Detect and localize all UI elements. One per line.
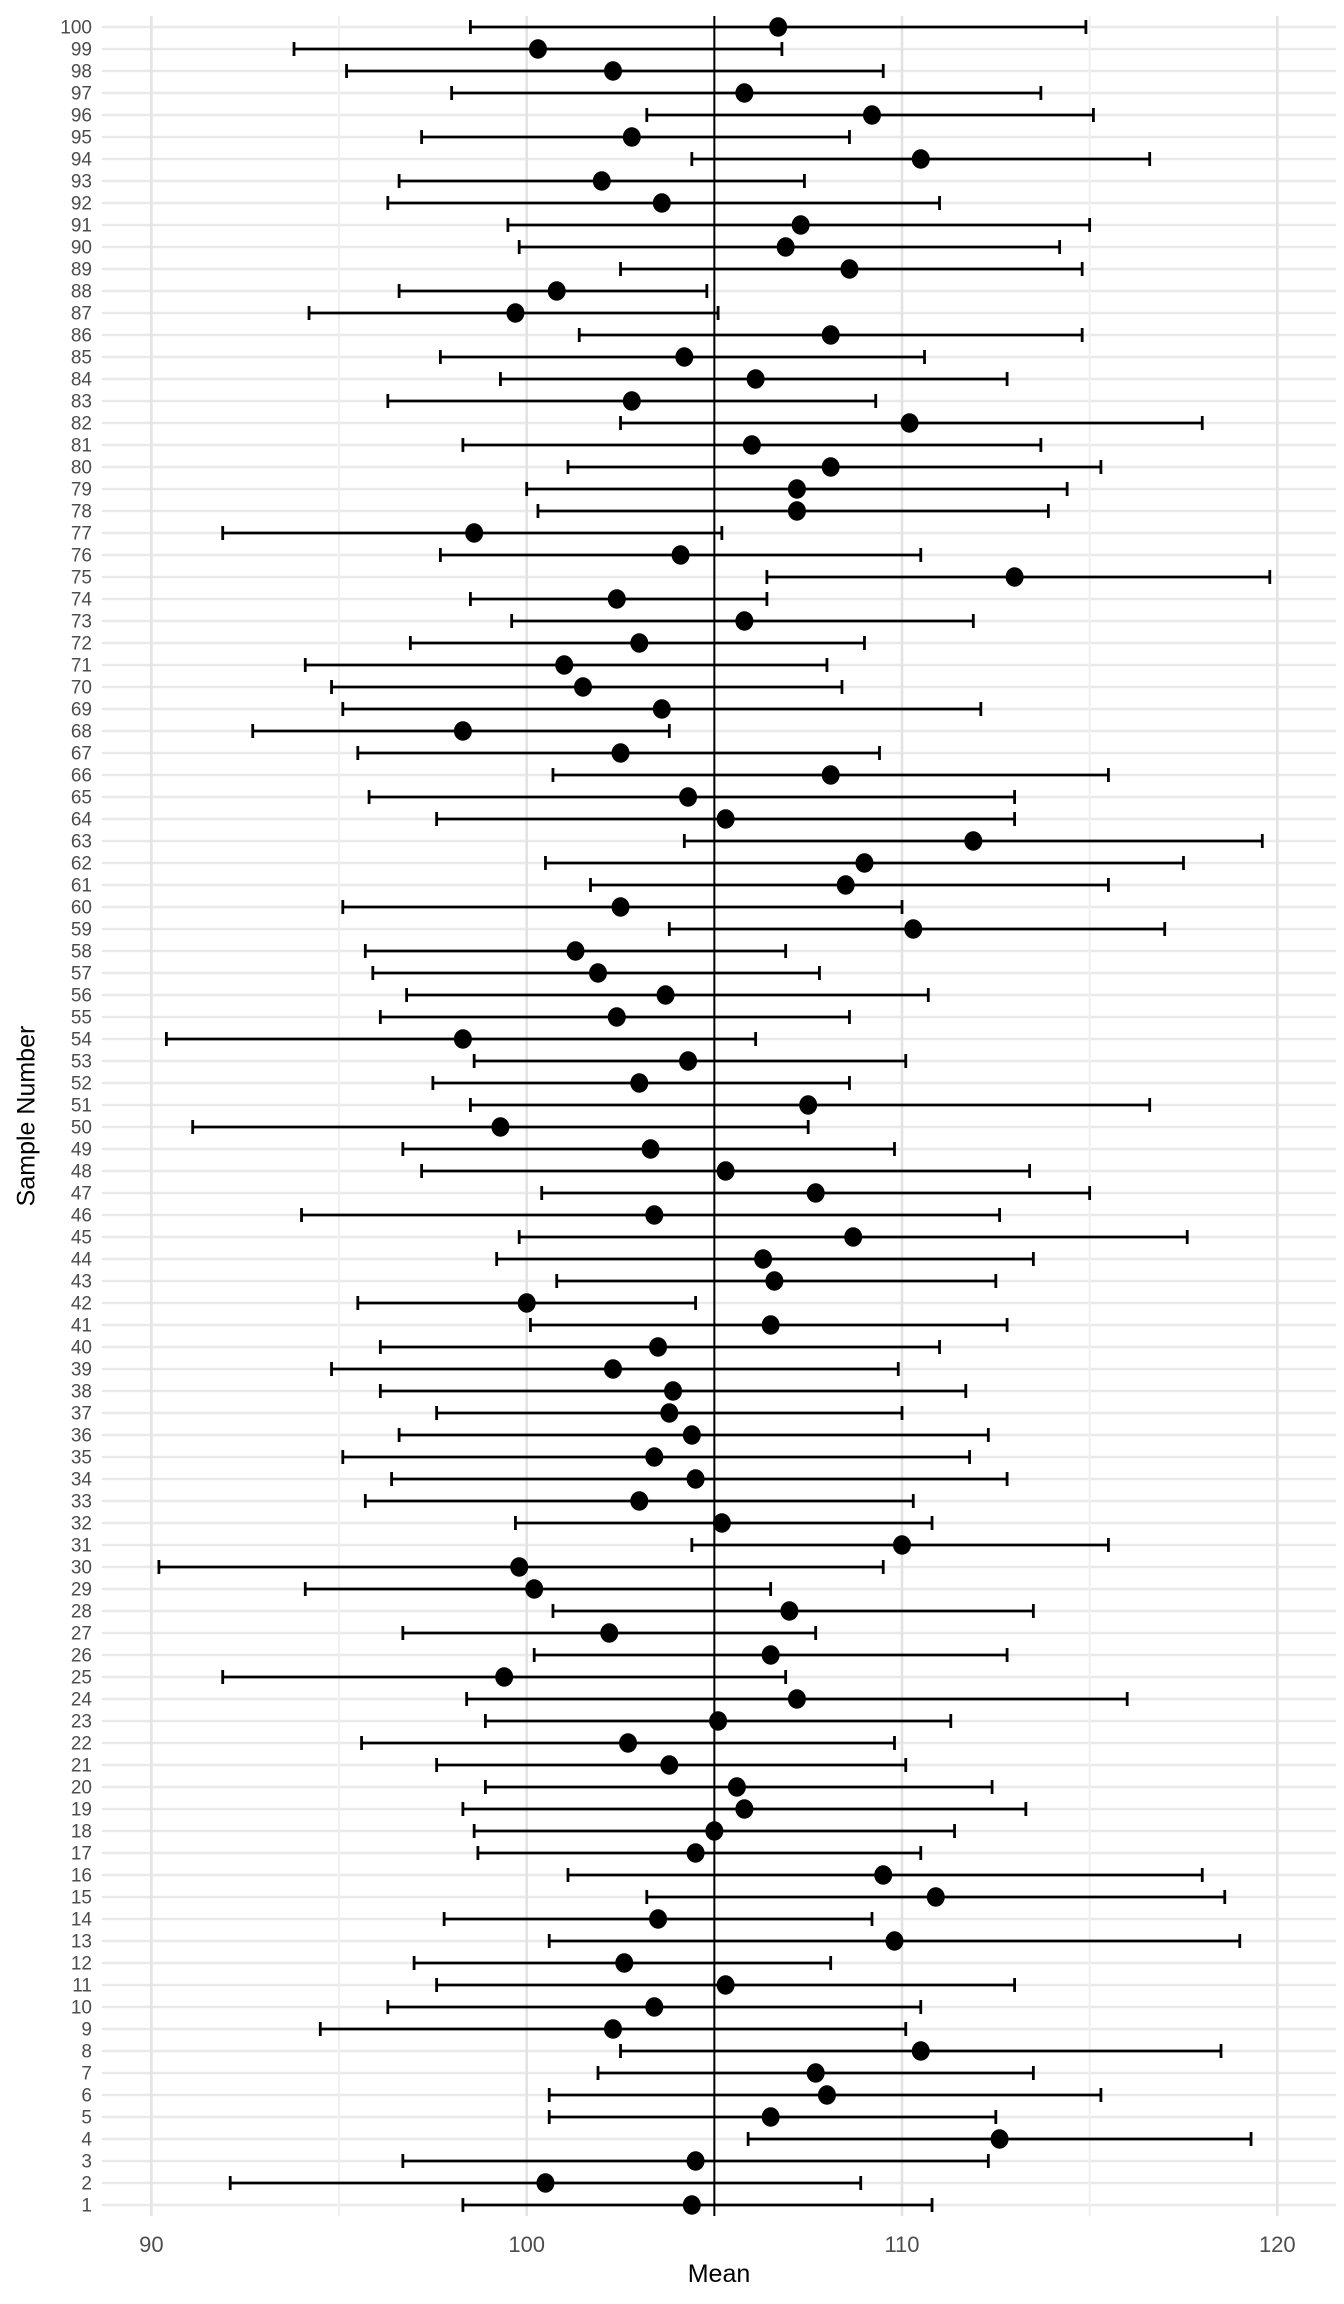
sample-point-91 — [792, 215, 810, 234]
sample-point-30 — [510, 1557, 528, 1576]
sample-point-36 — [683, 1425, 701, 1444]
sample-point-57 — [589, 963, 607, 982]
sample-point-85 — [675, 347, 693, 366]
y-tick-label-48: 48 — [70, 1161, 92, 1183]
sample-point-44 — [754, 1249, 772, 1268]
y-tick-label-56: 56 — [70, 985, 92, 1007]
sample-point-72 — [630, 633, 648, 652]
y-tick-label-34: 34 — [70, 1469, 92, 1491]
sample-point-84 — [747, 369, 765, 388]
y-tick-label-54: 54 — [70, 1029, 92, 1051]
y-tick-label-51: 51 — [70, 1095, 92, 1117]
y-tick-label-89: 89 — [70, 259, 92, 281]
y-tick-label-88: 88 — [70, 281, 92, 303]
sample-point-69 — [653, 699, 671, 718]
y-tick-label-50: 50 — [70, 1117, 92, 1139]
sample-point-25 — [495, 1667, 513, 1686]
y-tick-label-31: 31 — [70, 1535, 92, 1557]
y-tick-label-37: 37 — [70, 1403, 92, 1425]
y-tick-label-82: 82 — [70, 413, 92, 435]
y-tick-label-4: 4 — [81, 2129, 92, 2151]
y-tick-label-21: 21 — [70, 1755, 92, 1777]
sample-point-55 — [608, 1007, 626, 1026]
sample-point-23 — [709, 1711, 727, 1730]
sample-point-88 — [548, 281, 566, 300]
sample-point-75 — [1006, 567, 1024, 586]
y-tick-label-55: 55 — [70, 1007, 92, 1029]
y-tick-label-15: 15 — [70, 1887, 92, 1909]
y-tick-label-3: 3 — [81, 2151, 92, 2173]
sample-point-51 — [799, 1095, 817, 1114]
sample-point-62 — [855, 853, 873, 872]
sample-point-82 — [901, 413, 919, 432]
y-tick-label-11: 11 — [72, 1975, 92, 1997]
sample-point-28 — [780, 1601, 798, 1620]
y-tick-label-28: 28 — [70, 1601, 92, 1623]
sample-point-1 — [683, 2195, 701, 2214]
sample-point-26 — [762, 1645, 780, 1664]
y-tick-label-7: 7 — [81, 2063, 92, 2085]
sample-point-83 — [623, 391, 641, 410]
y-tick-label-13: 13 — [70, 1931, 92, 1953]
y-tick-label-98: 98 — [70, 61, 92, 83]
y-tick-label-33: 33 — [70, 1491, 92, 1513]
y-tick-label-94: 94 — [70, 149, 92, 171]
sample-point-34 — [687, 1469, 705, 1488]
sample-point-9 — [604, 2019, 622, 2038]
sample-point-15 — [927, 1887, 945, 1906]
y-tick-label-67: 67 — [70, 743, 92, 765]
y-tick-label-79: 79 — [70, 479, 92, 501]
sample-point-71 — [555, 655, 573, 674]
sample-point-4 — [991, 2129, 1009, 2148]
sample-point-49 — [642, 1139, 660, 1158]
sample-point-86 — [822, 325, 840, 344]
sample-point-35 — [645, 1447, 663, 1466]
y-tick-label-43: 43 — [70, 1271, 92, 1293]
y-tick-label-52: 52 — [70, 1073, 92, 1095]
sample-point-65 — [679, 787, 697, 806]
y-tick-label-90: 90 — [70, 237, 92, 259]
y-tick-label-38: 38 — [70, 1381, 92, 1403]
y-tick-label-1: 1 — [81, 2195, 92, 2217]
y-tick-label-63: 63 — [70, 831, 92, 853]
y-tick-label-91: 91 — [70, 215, 92, 237]
sample-point-68 — [454, 721, 472, 740]
sample-point-79 — [788, 479, 806, 498]
y-tick-label-18: 18 — [70, 1821, 92, 1843]
y-tick-label-40: 40 — [70, 1337, 92, 1359]
y-tick-label-74: 74 — [70, 589, 92, 611]
sample-point-97 — [735, 83, 753, 102]
y-tick-label-27: 27 — [70, 1623, 92, 1645]
y-tick-label-41: 41 — [70, 1315, 92, 1337]
sample-point-59 — [904, 919, 922, 938]
y-tick-label-85: 85 — [70, 347, 92, 369]
sample-point-93 — [593, 171, 611, 190]
y-tick-label-25: 25 — [70, 1667, 92, 1689]
sample-point-50 — [491, 1117, 509, 1136]
sample-point-33 — [630, 1491, 648, 1510]
y-tick-label-81: 81 — [70, 435, 92, 457]
y-tick-label-71: 71 — [70, 655, 92, 677]
y-tick-label-70: 70 — [70, 677, 92, 699]
y-tick-label-57: 57 — [70, 963, 92, 985]
sample-point-54 — [454, 1029, 472, 1048]
sample-point-99 — [529, 39, 547, 58]
y-tick-label-10: 10 — [70, 1997, 92, 2019]
y-tick-label-86: 86 — [70, 325, 92, 347]
y-tick-label-39: 39 — [70, 1359, 92, 1381]
sample-point-70 — [574, 677, 592, 696]
sample-point-8 — [912, 2041, 930, 2060]
y-tick-label-16: 16 — [70, 1865, 92, 1887]
sample-point-38 — [664, 1381, 682, 1400]
sample-point-89 — [840, 259, 858, 278]
y-tick-label-83: 83 — [70, 391, 92, 413]
sample-point-87 — [506, 303, 524, 322]
y-tick-label-30: 30 — [70, 1557, 92, 1579]
y-tick-label-65: 65 — [70, 787, 92, 809]
sample-point-42 — [518, 1293, 536, 1312]
sample-point-48 — [717, 1161, 735, 1180]
sample-point-73 — [735, 611, 753, 630]
y-tick-label-32: 32 — [70, 1513, 92, 1535]
x-tick-label-120: 120 — [1258, 2232, 1296, 2257]
y-tick-label-14: 14 — [70, 1909, 92, 1931]
sample-point-78 — [788, 501, 806, 520]
y-tick-label-87: 87 — [70, 303, 92, 325]
sample-point-2 — [536, 2173, 554, 2192]
sample-point-27 — [600, 1623, 618, 1642]
x-tick-label-110: 110 — [884, 2232, 920, 2257]
sample-point-77 — [465, 523, 483, 542]
y-tick-label-95: 95 — [70, 127, 92, 149]
sample-point-64 — [717, 809, 735, 828]
sample-point-16 — [874, 1865, 892, 1884]
sample-point-3 — [687, 2151, 705, 2170]
y-tick-label-29: 29 — [70, 1579, 92, 1601]
sample-point-95 — [623, 127, 641, 146]
sample-point-21 — [660, 1755, 678, 1774]
sample-point-41 — [762, 1315, 780, 1334]
y-tick-label-72: 72 — [70, 633, 92, 655]
sample-point-74 — [608, 589, 626, 608]
sample-point-12 — [615, 1953, 633, 1972]
sample-point-63 — [964, 831, 982, 850]
sample-point-19 — [735, 1799, 753, 1818]
y-tick-label-53: 53 — [70, 1051, 92, 1073]
sample-point-43 — [765, 1271, 783, 1290]
sample-point-98 — [604, 61, 622, 80]
y-tick-label-17: 17 — [70, 1843, 92, 1865]
y-tick-label-75: 75 — [70, 567, 92, 589]
y-tick-label-66: 66 — [70, 765, 92, 787]
y-tick-label-73: 73 — [70, 611, 92, 633]
sample-point-40 — [649, 1337, 667, 1356]
sample-point-24 — [788, 1689, 806, 1708]
y-tick-label-76: 76 — [70, 545, 92, 567]
y-tick-label-47: 47 — [70, 1183, 92, 1205]
sample-point-94 — [912, 149, 930, 168]
y-axis-title: Sample Number — [12, 1025, 41, 1207]
y-tick-label-42: 42 — [70, 1293, 92, 1315]
sample-point-47 — [807, 1183, 825, 1202]
sample-point-92 — [653, 193, 671, 212]
sample-point-60 — [612, 897, 630, 916]
y-tick-label-35: 35 — [70, 1447, 92, 1469]
sample-point-39 — [604, 1359, 622, 1378]
sample-point-11 — [717, 1975, 735, 1994]
y-tick-label-23: 23 — [70, 1711, 92, 1733]
y-tick-label-12: 12 — [70, 1953, 92, 1975]
y-tick-label-61: 61 — [70, 875, 92, 897]
sample-point-53 — [679, 1051, 697, 1070]
y-tick-label-6: 6 — [81, 2085, 92, 2107]
sample-point-96 — [863, 105, 881, 124]
y-tick-label-36: 36 — [70, 1425, 92, 1447]
y-tick-label-45: 45 — [70, 1227, 92, 1249]
sample-point-100 — [769, 17, 787, 36]
y-tick-label-62: 62 — [70, 853, 92, 875]
y-tick-label-96: 96 — [70, 105, 92, 127]
y-tick-label-44: 44 — [70, 1249, 92, 1271]
sample-point-56 — [657, 985, 675, 1004]
y-tick-label-58: 58 — [70, 941, 92, 963]
sample-point-20 — [728, 1777, 746, 1796]
sample-point-7 — [807, 2063, 825, 2082]
y-tick-label-92: 92 — [70, 193, 92, 215]
sample-point-5 — [762, 2107, 780, 2126]
y-tick-label-80: 80 — [70, 457, 92, 479]
sample-point-6 — [818, 2085, 836, 2104]
sample-point-22 — [619, 1733, 637, 1752]
y-tick-label-24: 24 — [70, 1689, 92, 1711]
y-tick-label-78: 78 — [70, 501, 92, 523]
y-tick-label-46: 46 — [70, 1205, 92, 1227]
sample-point-76 — [672, 545, 690, 564]
x-tick-label-100: 100 — [508, 2232, 546, 2257]
y-tick-label-93: 93 — [70, 171, 92, 193]
sample-point-14 — [649, 1909, 667, 1928]
sample-point-31 — [893, 1535, 911, 1554]
sample-point-46 — [645, 1205, 663, 1224]
y-tick-label-99: 99 — [70, 39, 92, 61]
y-tick-label-9: 9 — [81, 2019, 92, 2041]
sample-point-52 — [630, 1073, 648, 1092]
sample-point-13 — [885, 1931, 903, 1950]
y-tick-label-77: 77 — [70, 523, 92, 545]
y-tick-label-26: 26 — [70, 1645, 92, 1667]
y-tick-label-20: 20 — [70, 1777, 92, 1799]
sample-point-37 — [660, 1403, 678, 1422]
sample-point-80 — [822, 457, 840, 476]
x-tick-label-90: 90 — [139, 2232, 164, 2257]
y-tick-label-84: 84 — [70, 369, 92, 391]
sample-point-45 — [844, 1227, 862, 1246]
y-tick-label-100: 100 — [60, 17, 92, 39]
sample-point-10 — [645, 1997, 663, 2016]
y-tick-label-19: 19 — [70, 1799, 92, 1821]
sample-point-58 — [566, 941, 584, 960]
y-tick-label-22: 22 — [70, 1733, 92, 1755]
y-tick-label-60: 60 — [70, 897, 92, 919]
y-tick-label-8: 8 — [81, 2041, 92, 2063]
sample-point-32 — [713, 1513, 731, 1532]
sample-point-66 — [822, 765, 840, 784]
y-tick-label-59: 59 — [70, 919, 92, 941]
sample-point-29 — [525, 1579, 543, 1598]
y-tick-label-69: 69 — [70, 699, 92, 721]
sample-point-17 — [687, 1843, 705, 1862]
sample-point-90 — [777, 237, 795, 256]
y-tick-label-2: 2 — [81, 2173, 92, 2195]
sample-point-67 — [612, 743, 630, 762]
y-tick-label-97: 97 — [70, 83, 92, 105]
y-tick-label-68: 68 — [70, 721, 92, 743]
y-tick-label-49: 49 — [70, 1139, 92, 1161]
sample-point-18 — [705, 1821, 723, 1840]
y-tick-label-5: 5 — [81, 2107, 92, 2129]
sample-point-61 — [837, 875, 855, 894]
x-axis-title: Mean — [687, 2260, 751, 2288]
sample-point-81 — [743, 435, 761, 454]
y-tick-label-64: 64 — [70, 809, 92, 831]
